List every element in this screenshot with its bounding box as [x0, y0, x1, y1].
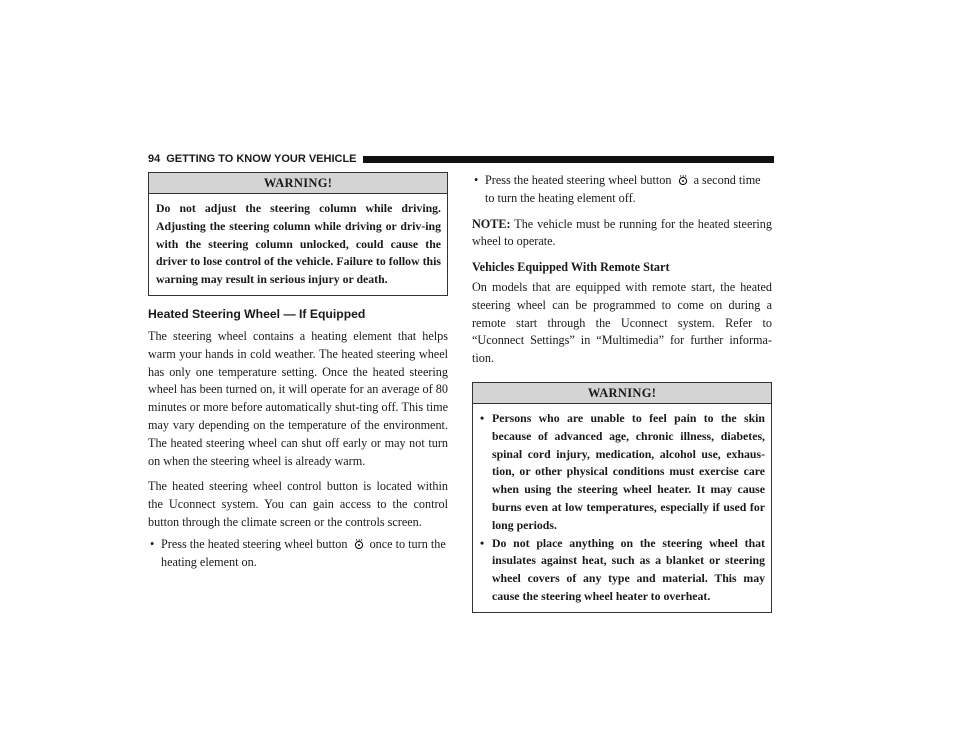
bullet-text: once to turn the heating element on.: [161, 536, 446, 569]
note-paragraph: [472, 216, 772, 252]
heated-para-1: The steering wheel contains a heating element that helps warm your hands in cold weather. The heated steering wheel has only one temperature setting. Once the heated steering wheel has been turned on, it will operate for an average of 80 minutes or more before automatically shut-ting off. This time may vary depending on the temperature of the environment. The heated steering wheel can shut off early or may not turn on when the steering wheel is already warm.: [148, 328, 448, 468]
warning-body: Do not adjust the steering column while driving. Adjusting the steering column while driving or driv-ing with the steering column unlocked, could cause the driver to lose control of the vehicle. Failure to follow this warning may result in serious injury or death.: [156, 201, 441, 287]
heated-steering-heading: Heated Steering Wheel — If Equipped: [148, 306, 366, 321]
list-item: [148, 536, 448, 572]
heated-bullets-on: [148, 536, 448, 572]
bullet-glyph: •: [150, 536, 155, 551]
right-column: [472, 172, 772, 613]
remote-start-heading: Vehicles Equipped With Remote Start: [472, 260, 670, 275]
warning-title: WARNING!: [473, 383, 771, 404]
warning-title: WARNING!: [149, 173, 447, 194]
remote-start-para: On models that are equipped with remote start, the heated steering wheel can be programmed to come on during a remote start through the Uconnect system. Refer to “Uconnect Settings” in “Multimedia” for further informa-tion.: [472, 279, 772, 366]
warning-box-steering-column: [148, 172, 448, 296]
warning-body: [473, 404, 771, 612]
note-text: The vehicle must be running for the heated steering wheel to operate.: [472, 216, 772, 249]
bullet-glyph: •: [480, 535, 485, 550]
list-item: [480, 410, 765, 535]
page-number: 94: [148, 153, 161, 165]
page-header: [148, 152, 774, 166]
bullet-text: a second time to turn the heating element off.: [485, 173, 761, 205]
list-item: [480, 535, 765, 606]
bullet-text: Press the heated steering wheel button: [161, 536, 348, 551]
section-title: GETTING TO KNOW YOUR VEHICLE: [166, 153, 357, 165]
note-label: NOTE:: [472, 216, 511, 231]
heated-steering-wheel-icon: [354, 539, 364, 549]
bullet-glyph: •: [480, 410, 485, 425]
list-item: [472, 172, 772, 208]
heated-bullets-off: [472, 172, 772, 208]
warning-item-text: Do not place anything on the steering wheel that insulates against heat, such as a blanket or steering wheel covers of any type and material. This may cause the steering wheel heater to overheat.: [492, 535, 765, 603]
heated-para-2: The heated steering wheel control button is located within the Uconnect system. You can gain access to the control button through the climate screen or the controls screen.: [148, 479, 448, 529]
warning-box-heater: [472, 382, 772, 613]
warning-list: [480, 410, 765, 606]
bullet-glyph: •: [474, 173, 479, 187]
left-column: [148, 172, 448, 571]
heated-steering-wheel-icon: [678, 175, 688, 185]
bullet-text: Press the heated steering wheel button: [485, 173, 672, 187]
warning-item-text: Persons who are unable to feel pain to the skin because of advanced age, chronic illness, diabetes, spinal cord injury, medication, alcohol use, exhaus-tion, or other physical conditions must exercise care when using the steering wheel heater. It may cause burns even at low temperatures, especially if used for long periods.: [492, 410, 765, 532]
header-rule: [363, 156, 774, 163]
